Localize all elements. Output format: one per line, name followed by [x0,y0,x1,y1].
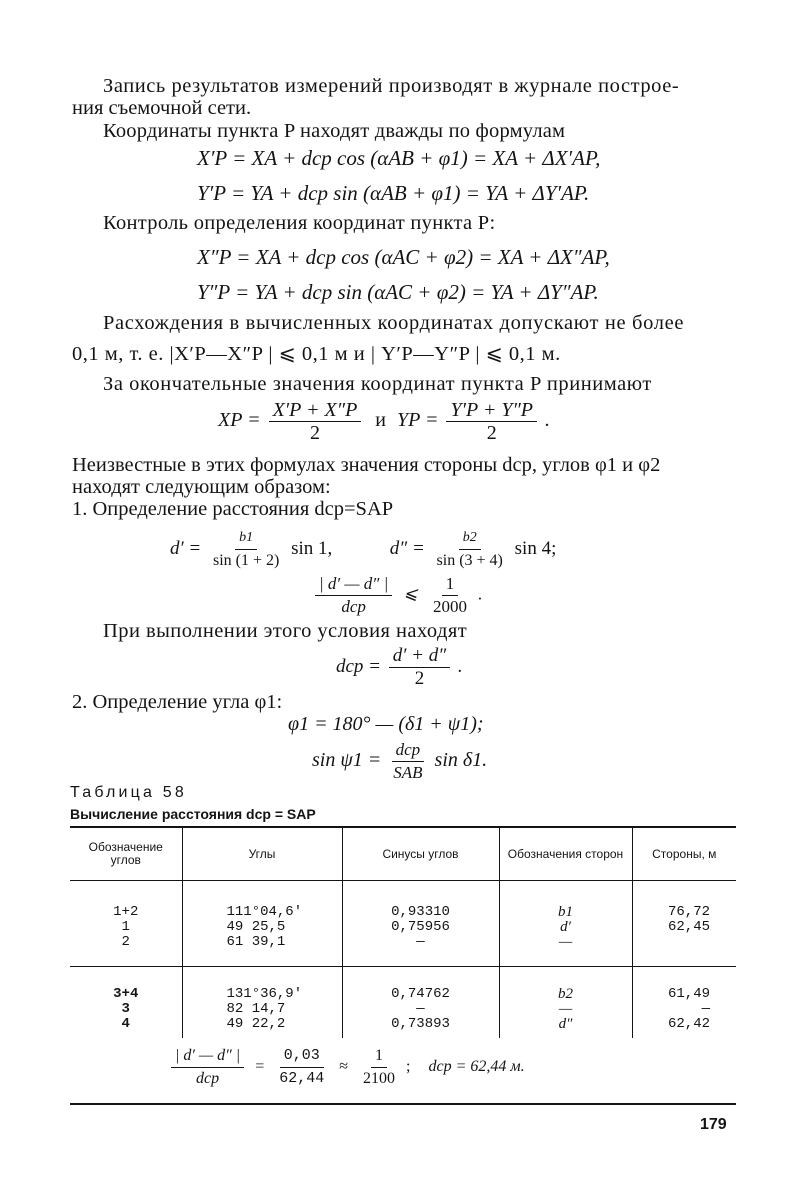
side-length: 62,42 [667,1016,710,1032]
paragraph-line: 0,1 м, т. е. |X′P—X″P | ⩽ 0,1 м и | Y′P—Y″P | ⩽ 0,1 м. [72,343,561,365]
side-label: — [558,1001,573,1017]
formula-xp2: X″P = XA + dcp cos (αAC + φ2) = XA + ΔX″AP, [197,245,610,269]
paragraph-line: Контроль определения координат пункта P: [103,212,496,234]
header-angles: Углы [182,827,342,881]
angle-value: 82 14,7 [226,1001,286,1017]
side-length [637,935,711,950]
sine-value: — [416,1001,425,1017]
distance-table [70,826,736,1038]
angle-value: 61 39,1 [226,934,286,950]
angle-label: 4 [121,1016,130,1032]
header-side-designation: Обозначения сторон [499,827,632,881]
angle-label: 3+4 [113,986,139,1002]
angle-value: 111°04,6′ [226,904,303,920]
paragraph-line: Координаты пункта P находят дважды по формулам [103,120,566,142]
side-length: — [701,1001,710,1017]
side-label: — [558,934,573,950]
header-angle-designation: Обозначение углов [70,827,182,881]
table-title: Вычисление расстояния dcp = SAP [70,806,316,822]
sine-value: — [416,934,425,950]
paragraph-line: Неизвестные в этих формулах значения стороны dcp, углов φ1 и φ2 [72,454,661,476]
angle-value: 131°36,9′ [226,986,303,1002]
angle-label: 3 [121,1001,130,1017]
paragraph-line: ния съемочной сети. [72,97,252,119]
sine-value: 0,73893 [391,1016,450,1032]
angle-label: 2 [121,934,130,950]
angle-value: 49 22,2 [226,1016,286,1032]
formula-final-coordinates: XP = $\frac{X'P + X''P}{2}$ и YP = $\frac{Y'P + Y''P}{2}$ . [218,399,551,444]
page-number: 179 [700,1116,727,1133]
paragraph-line: При выполнении этого условия находят [103,620,468,642]
formula-xp1: X′P = XA + dcp cos (αAB + φ1) = XA + ΔX′AP, [197,146,601,170]
side-label: b2 [558,986,573,1002]
paragraph-line: Запись результатов измерений производят в журнале построе- [103,75,680,97]
formula-tolerance: $\frac{| d' — d'' |}{\text{dcp}}$ ⩽ $\frac{1}{2000}$ . [312,574,483,617]
formula-phi1: φ1 = 180° — (δ1 + ψ1); [288,713,484,735]
side-length: 61,49 [667,986,710,1002]
formula-sin-psi: sin ψ1 = $\frac{\text{dcp}}{\text{SAB}}$ sin δ1. [312,740,488,782]
section-heading: 1. Определение расстояния dcp=SAP [72,498,394,520]
angle-value: 49 25,5 [226,919,286,935]
angle-label: 1 [121,919,130,935]
sine-value: 0,93310 [391,904,450,920]
header-sides: Стороны, м [632,827,736,881]
bottom-rule [70,1103,736,1105]
section-heading: 2. Определение угла φ1: [72,691,283,713]
side-length: 76,72 [667,904,710,920]
paragraph-line: За окончательные значения координат пункта P принимают [103,373,652,395]
side-label: b1 [558,904,573,920]
formula-d-values: d′ = $\frac{b1}{\sin (1 + 2)}$ sin 1, d″ = $\frac{b2}{\sin (3 + 4)}$ sin 4; [170,530,557,569]
header-sines: Синусы углов [342,827,499,881]
side-label: d′ [560,919,571,935]
formula-yp2: Y″P = YA + dcp sin (αAC + φ2) = YA + ΔY″AP. [197,280,599,304]
side-length: 62,45 [667,919,710,935]
sine-value: 0,74762 [391,986,450,1002]
table-row [70,967,736,1039]
sine-value: 0,75956 [391,919,450,935]
table-row [70,881,736,967]
side-label: d″ [558,1016,573,1032]
table-label: Таблица 58 [70,784,187,801]
formula-yp1: Y′P = YA + dcp sin (αAB + φ1) = YA + ΔY′AP. [197,181,590,205]
angle-label: 1+2 [113,904,139,920]
formula-check-result: $\frac{| d' — d'' |}{\text{dcp}}$ = $\frac{0,03}{62,44}$ ≈ $\frac{1}{2100}$ ; dcp = 62,44 м. [168,1046,525,1089]
paragraph-line: находят следующим образом: [72,476,331,498]
paragraph-line: Расхождения в вычисленных координатах допускают не более [103,312,685,334]
formula-dcp: dcp = $\frac{d' + d''}{2}$ . [336,645,463,689]
